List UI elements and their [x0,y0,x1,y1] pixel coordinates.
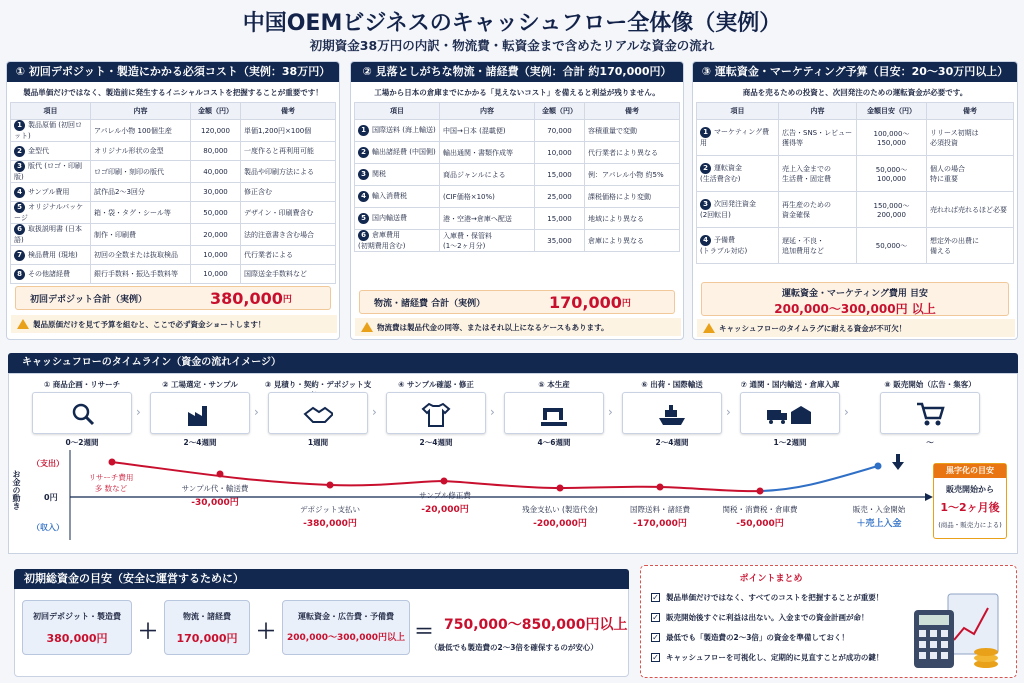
row-amount: 10,000 [191,246,241,265]
income-label: （収入） [32,523,64,532]
row-content: 中国→日本 (混載便) [440,120,535,142]
cashflow-point [327,482,334,489]
row-number-badge: 3 [14,161,25,172]
chevron-right-icon: › [726,405,731,419]
calculator-chart-icon [908,590,1008,672]
cashflow-point-label: 国際送料・諸経費 [630,505,690,514]
col-header: 金額（円） [191,103,241,120]
row-number-badge: 2 [700,163,711,174]
points-panel [640,565,1017,678]
total-value: 170,000 [549,292,622,312]
panel-description: 商品を売るための投資と、次回発注のための運転資金が必要です。 [742,88,968,97]
chevron-right-icon: › [254,405,259,419]
row-amount: 15,000 [535,164,585,186]
point-text: 製品単価だけではなく、すべてのコストを把握することが重要！ [666,593,884,602]
page-subtitle: 初期資金38万円の内訳・物流費・転資金まで含めたリアルな資金の流れ [309,38,715,53]
summary-box-value: 200,000〜300,000円以上 [287,633,405,643]
point-item [651,652,883,663]
row-note: デザイン・印刷費含む [241,202,336,224]
total-unit: 円 [621,298,631,309]
row-number-badge: 4 [358,191,369,202]
cashflow-point [657,484,664,491]
col-header: 内容 [779,103,857,120]
timeline-step-duration: 2〜4週間 [655,438,689,447]
panel-description: 工場から日本の倉庫までにかかる「見えないコスト」を備えると利益が残りません。 [374,88,660,97]
row-item: マーケティング費用 [700,128,770,147]
row-amount: 35,000 [535,230,585,252]
row-amount: 40,000 [191,161,241,183]
panel-header: ① 初回デポジット・製造にかかる必須コスト（実例：38万円） [7,62,339,82]
equals-sign: ＝ [414,619,434,643]
row-content: 制作・印刷費 [91,224,191,246]
row-amount: 70,000 [535,120,585,142]
row-content: 箱・袋・タグ・シール等 [91,202,191,224]
row-item: 運転資金 (生活費含む) [700,164,742,183]
profit-line2: 1〜2ヶ月後 [940,501,1000,514]
warning-text: キャッシュフローのタイムラグに耐える資金が不可欠！ [719,323,907,333]
chevron-right-icon: › [136,405,141,419]
col-header: 内容 [91,103,191,120]
row-item: 国内輸送費 [372,214,407,222]
panel-description: 製品単価だけではなく、製造前に発生するイニシャルコストを把握することが重要です！ [23,88,323,97]
row-note: 地域により異なる [585,208,680,230]
row-content: ロゴ印刷・刻印の版代 [91,161,191,183]
warning-text: 製品原価だけを見て予算を組むと、ここで必ず資金ショートします！ [33,319,266,329]
row-amount: 100,000〜 150,000 [857,120,927,156]
row-note: 単価1,200円×100個 [241,120,336,142]
col-header: 備考 [585,103,680,120]
timeline-step-duration: 0〜2週間 [65,438,99,447]
row-number-badge: 2 [14,146,25,157]
summary-box-label: 運転資金・広告費・予備費 [298,612,394,621]
row-note: 修正含む [241,183,336,202]
row-content: 商品ジャンルによる [440,164,535,186]
row-note: 法的注意書き含む場合 [241,224,336,246]
point-text: 最低でも「製造費の2〜3倍」の資金を準備しておく！ [666,633,849,642]
row-note: 個人の場合 特に重要 [927,156,1014,192]
total-label: 物流・諸経費 合計（実例） [374,298,486,309]
cashflow-point [109,459,116,466]
row-amount: 30,000 [191,183,241,202]
row-number-badge: 4 [14,187,25,198]
row-number-badge: 6 [14,224,25,235]
row-number-badge: 5 [14,202,25,213]
warning-text: 物流費は製品代金の同等、またはそれ以上になるケースもあります。 [377,322,609,332]
timeline-step-label: ④ サンプル確認・修正 [398,380,474,389]
row-number-badge: 7 [14,250,25,261]
point-item [651,632,849,643]
row-number-badge: 1 [358,125,369,136]
row-item: 輸出諸経費 (中国側) [372,148,436,156]
timeline-step-label: ⑥ 出荷・国際輸送 [641,380,703,389]
summary-box-label: 初回デポジット・製造費 [33,612,121,621]
chevron-right-icon: › [490,405,495,419]
plus-sign: ＋ [256,619,276,643]
point-item [651,592,883,603]
row-amount: 120,000 [191,120,241,142]
row-number-badge: 8 [14,269,25,280]
summary-box-working [282,600,410,655]
row-content: 銀行手数料・振込手数料等 [91,265,191,284]
row-amount: 80,000 [191,142,241,161]
timeline-header: キャッシュフローのタイムライン（資金の流れイメージ） [8,353,1018,373]
col-header: 項目 [11,103,91,120]
row-number-badge: 1 [14,120,25,131]
row-number-badge: 2 [358,147,369,158]
profit-line1: 販売開始から [946,485,994,494]
row-content: (CIF価格×10%) [440,186,535,208]
row-item: 関税 [372,170,386,178]
row-content: 広告・SNS・レビュー獲得等 [779,120,857,156]
summary-result-note: （最低でも製造費の2〜3倍を確保するのが安心） [430,643,598,652]
row-item: 国際送料 (海上輸送) [372,126,436,134]
cashflow-point-label: 残金支払い (製造代金) [522,505,598,514]
point-text: 販売開始後すぐに利益は出ない。入金までの資金計画が命！ [666,613,869,622]
row-amount: 20,000 [191,224,241,246]
profit-box [933,463,1007,539]
panel-header: ③ 運転資金・マーケティング予算（目安：20〜30万円以上） [693,62,1017,82]
row-item: その他諸経費 [28,269,70,278]
timeline-step-duration: 2〜4週間 [183,438,217,447]
row-content: 初回の全数または抜取検品 [91,246,191,265]
row-item: 倉庫費用 (初期費用含む) [358,231,406,250]
row-note: 課税価格により変動 [585,186,680,208]
row-item: 製品原価 (初回ロット) [14,121,82,140]
summary-box-value: 170,000円 [176,632,238,645]
row-amount: 15,000 [535,208,585,230]
points-header: ポイントまとめ [739,574,803,584]
row-number-badge: 4 [700,235,711,246]
cashflow-point-label: サンプル代・輸送費 [181,484,249,493]
row-content: 再生産のための 資金確保 [779,192,857,228]
cashflow-point-label: サンプル修正費 [419,491,471,500]
timeline-step-label: ⑧ 販売開始（広告・集客） [884,380,976,389]
row-item: 次回発注資金 (2回転目) [700,200,756,219]
row-amount: 50,000〜 [857,228,927,264]
cashflow-point [875,463,882,470]
cashflow-point-value: ＋売上入金 [856,519,902,529]
row-amount: 150,000〜 200,000 [857,192,927,228]
col-header: 内容 [440,103,535,120]
row-note: 売れれば売れるほど必要 [927,192,1014,228]
row-note: 製品や印刷方法による [241,161,336,183]
col-header: 金額目安（円） [857,103,927,120]
y-axis-label: お金の動き [12,470,21,510]
col-header: 項目 [355,103,440,120]
point-text: キャッシュフローを可視化し、定期的に見直すことが成功の鍵！ [666,653,884,662]
row-item: 金型代 [28,146,49,155]
row-item: 取扱説明書 (日本語) [14,225,82,244]
cashflow-point-value: -200,000円 [533,519,587,529]
total-label: 運転資金・マーケティング費用 目安 [781,289,929,299]
timeline-step-duration: 1〜2週間 [773,438,807,447]
total-label: 初回デポジット合計（実例） [30,294,148,305]
col-header: 備考 [241,103,336,120]
row-number-badge: 1 [700,127,711,138]
row-note: 国際送金手数料など [241,265,336,284]
cashflow-point-value: -170,000円 [633,519,687,529]
cashflow-point [217,471,224,478]
cashflow-point-label: 関税・消費税・倉庫費 [722,505,798,514]
row-content: アパレル小物 100個生産 [91,120,191,142]
cashflow-point-label: デポジット支払い [300,505,360,514]
row-amount: 10,000 [535,142,585,164]
summary-box-label: 物流・諸経費 [183,612,231,621]
expense-label: （支出） [32,459,64,468]
panel-header: ② 見落としがちな物流・諸経費（実例：合計 約170,000円） [351,62,683,82]
timeline-step-label: ① 商品企画・リサーチ [43,380,121,389]
col-header: 金額（円） [535,103,585,120]
row-note: 倉庫により異なる [585,230,680,252]
timeline-step-duration: 2〜4週間 [419,438,453,447]
summary-box-logistics [164,600,250,655]
chevron-right-icon: › [372,405,377,419]
summary-header: 初期総資金の目安（安全に運営するために） [14,569,629,589]
cashflow-point-label: リサーチ費用 多 数など [88,473,134,493]
timeline-step-duration: 4〜6週間 [537,438,571,447]
chevron-right-icon: › [844,405,849,419]
axis-arrow [925,493,933,501]
row-number-badge: 3 [358,169,369,180]
row-content: 売上入金までの 生活費・固定費 [779,156,857,192]
row-number-badge: 3 [700,199,711,210]
row-note: 容積重量で変動 [585,120,680,142]
checkbox-icon: ✓ [652,613,659,622]
cashflow-point [557,485,564,492]
timeline-step-label: ② 工場選定・サンプル [162,380,238,389]
row-number-badge: 6 [358,230,369,241]
row-amount: 50,000 [191,202,241,224]
timeline-step-label: ③ 見積り・契約・デポジット支 [264,380,372,389]
row-content: 試作品2〜3回分 [91,183,191,202]
row-note: リリース初期は 必須投資 [927,120,1014,156]
row-content: 港・空港→倉庫へ配送 [440,208,535,230]
cashflow-point-value: -380,000円 [303,519,357,529]
profit-title: 黒字化の目安 [934,464,1006,478]
summary-result: 750,000〜850,000円以上 [444,617,628,633]
page-title: 中国OEMビジネスのキャッシュフロー全体像（実例） [242,11,782,36]
row-note: 例：アパレル小物 約5% [585,164,680,186]
row-note: 代行業者により異なる [585,142,680,164]
row-item: 検品費用 (現地) [28,250,78,259]
cashflow-point [757,488,764,495]
cashflow-point-value: -30,000円 [191,498,239,508]
row-note: 代行業者による [241,246,336,265]
row-item: 予備費 (トラブル対応) [700,236,748,255]
timeline-step-duration: 1週間 [307,438,329,447]
summary-box-value: 380,000円 [46,632,108,645]
plus-sign: ＋ [138,619,158,643]
cashflow-point-value: -50,000円 [736,519,784,529]
cashflow-point-value: -20,000円 [421,505,469,515]
row-content: 遅延・不良・ 追加費用など [779,228,857,264]
row-note: 想定外の出費に 備える [927,228,1014,264]
row-amount: 25,000 [535,186,585,208]
row-content: オリジナル形状の金型 [91,142,191,161]
col-header: 備考 [927,103,1014,120]
row-item: 版代 (ロゴ・印刷版) [14,162,82,181]
total-value: 200,000〜300,000円 以上 [774,302,936,316]
point-item [651,612,869,623]
row-item: オリジナルパッケージ [14,203,84,222]
row-amount: 50,000〜 100,000 [857,156,927,192]
col-header: 項目 [697,103,779,120]
row-number-badge: 5 [358,213,369,224]
checkbox-icon: ✓ [652,593,659,602]
row-item: 輸入消費税 [372,192,407,200]
row-content: 入庫費・保管料 (1〜2ヶ月分) [440,230,535,252]
cashflow-point-label: 販売・入金開始 [852,505,906,514]
zero-label: 0円 [44,493,58,502]
row-amount: 10,000 [191,265,241,284]
total-unit: 円 [282,294,292,305]
timeline-step-duration: 〜 [926,438,934,447]
timeline-step-label: ⑦ 通関・国内輸送・倉庫入庫 [740,380,840,389]
row-content: 輸出通関・書類作成等 [440,142,535,164]
checkbox-icon: ✓ [652,653,659,662]
summary-box-deposit [22,600,132,655]
row-item: サンプル費用 [28,187,70,196]
profit-note: (商品・販売力による) [938,521,1002,529]
cashflow-point [441,478,448,485]
down-arrow-icon [892,462,904,470]
total-value: 380,000 [210,288,283,308]
checkbox-icon: ✓ [652,633,659,642]
income-line [760,466,878,491]
timeline-step-label: ⑤ 本生産 [538,380,570,389]
chevron-right-icon: › [608,405,613,419]
row-note: 一度作ると再利用可能 [241,142,336,161]
